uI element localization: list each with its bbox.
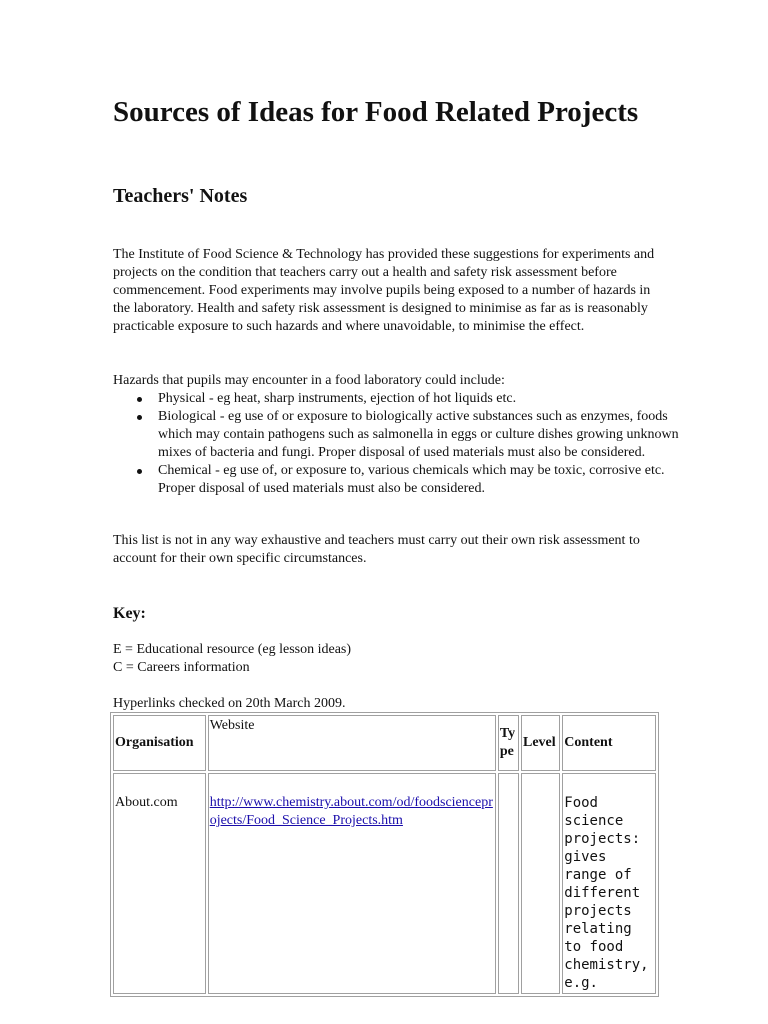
header-type: Type — [498, 715, 519, 771]
type-cell — [498, 773, 519, 994]
key-educational: E = Educational resource (eg lesson ideas) — [113, 642, 352, 657]
page-subtitle: Teachers' Notes — [113, 185, 248, 207]
website-link[interactable]: http://www.chemistry.about.com/od/foodscienceprojects/Food_Science_Projects.htm — [209, 795, 493, 828]
table-header-row — [113, 715, 656, 771]
hazards-intro: Hazards that pupils may encounter in a food laboratory could include: — [113, 373, 505, 388]
closing-paragraph: This list is not in any way exhaustive and teachers must carry out their own risk assessment to account for their own specific circumstances. — [113, 533, 640, 566]
page-title: Sources of Ideas for Food Related Projects — [113, 96, 639, 128]
hazard-item-biological: Biological - eg use of or exposure to biologically active substances such as enzymes, foods which may contain pathogens such as salmonella in eggs or culture dishes growing unknown mixes of bacteria and fungi. Proper disposal of used materials must also be considered. — [158, 408, 693, 462]
intro-paragraph: The Institute of Food Science & Technology has provided these suggestions for experiments and projects on the condition that teachers carry out a health and safety risk assessment before commencement. Food experiments may involve pupils being exposed to a number of hazards in the laboratory. Health and safety risk assessment is designed to minimise as far as is reasonably practicable exposure to such hazards and where unavoidable, to minimise the effect. — [113, 247, 655, 334]
key-heading: Key: — [113, 605, 146, 622]
hazard-item-physical: Physical - eg heat, sharp instruments, ejection of hot liquids etc. — [158, 390, 693, 408]
sources-table — [110, 712, 659, 997]
hazard-item-chemical: Chemical - eg use of, or exposure to, various chemicals which may be toxic, corrosive etc. Proper disposal of used materials must also be considered. — [158, 462, 693, 498]
website-cell — [208, 773, 496, 994]
organisation-cell: About.com — [113, 773, 206, 994]
header-level: Level — [521, 715, 560, 771]
hyperlinks-checked-note: Hyperlinks checked on 20th March 2009. — [113, 696, 346, 711]
level-cell — [521, 773, 560, 994]
header-organisation: Organisation — [113, 715, 206, 771]
hazards-list — [113, 390, 693, 498]
header-content: Content — [562, 715, 656, 771]
header-website: Website — [208, 715, 496, 771]
table-row — [113, 773, 656, 994]
content-cell: Food science projects: gives range of different projects relating to food chemistry, e.g. — [562, 773, 656, 994]
key-careers: C = Careers information — [113, 660, 250, 675]
